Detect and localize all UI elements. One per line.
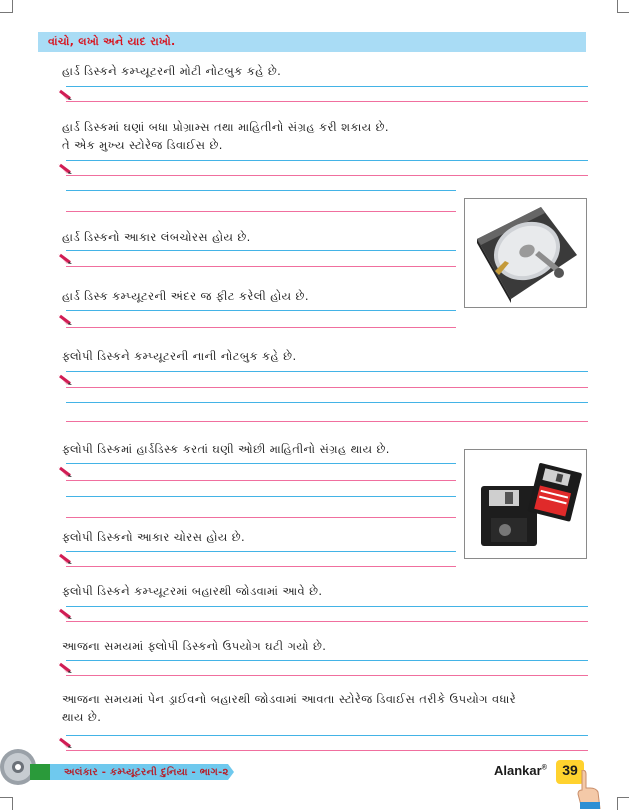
instruction-banner: [38, 32, 586, 52]
crop-mark-bottom-left: [0, 797, 13, 810]
pencil-icon: [57, 89, 73, 101]
writing-line[interactable]: [66, 463, 456, 464]
writing-line[interactable]: [66, 480, 456, 481]
writing-line[interactable]: [66, 421, 588, 422]
pencil-icon: [57, 314, 73, 326]
statement-9: આજના સમયમાં ફ્લોપી ડિસ્કનો ઉપયોગ ઘટી ગયો છે.: [62, 639, 327, 653]
writing-line[interactable]: [66, 402, 588, 403]
writing-line[interactable]: [66, 211, 456, 212]
writing-line[interactable]: [66, 160, 588, 161]
writing-line[interactable]: [66, 675, 588, 676]
pencil-icon: [57, 608, 73, 620]
writing-line[interactable]: [66, 517, 456, 518]
writing-line[interactable]: [66, 387, 588, 388]
statement-1: હાર્ડ ડિસ્કને કમ્પ્યૂટરની મોટી નોટબુક કહે છે.: [62, 64, 282, 78]
crop-mark-bottom-right: [617, 797, 629, 810]
statement-3: હાર્ડ ડિસ્કનો આકાર લંબચોરસ હોય છે.: [62, 230, 251, 244]
writing-line[interactable]: [66, 621, 588, 622]
statement-6: ફ્લોપી ડિસ્કમાં હાર્ડડિસ્ક કરતાં ઘણી ઓછી માહિતીનો સંગ્રહ થાય છે.: [62, 442, 390, 456]
crop-mark-top-right: [617, 0, 629, 13]
pencil-icon: [57, 466, 73, 478]
floppy-disk-image: [465, 450, 586, 558]
writing-line[interactable]: [66, 750, 588, 751]
pencil-icon: [57, 553, 73, 565]
floppy-disk-picture: [464, 449, 587, 559]
pencil-icon: [57, 662, 73, 674]
writing-line[interactable]: [66, 101, 588, 102]
writing-line[interactable]: [66, 371, 588, 372]
hard-disk-image: [465, 199, 586, 307]
brand-logo: Alankar®: [494, 763, 547, 778]
crop-mark-top-left: [0, 0, 13, 13]
statement-4: હાર્ડ ડિસ્ક કમ્પ્યૂટરની અંદર જ ફીટ કરેલી હોય છે.: [62, 289, 309, 303]
statement-8: ફ્લોપી ડિસ્કને કમ્પ્યૂટરમાં બહારથી જોડવામાં આવે છે.: [62, 584, 323, 598]
pencil-icon: [57, 374, 73, 386]
writing-line[interactable]: [66, 551, 456, 552]
writing-line[interactable]: [66, 175, 588, 176]
statement-2: હાર્ડ ડિસ્કમાં ઘણાં બધા પ્રોગ્રામ્સ તથા માહિતીનો સંગ્રહ કરી શકાય છે. તે એક મુખ્ય સ્ટોરેજ ડિવાઈસ છે.: [62, 120, 389, 152]
writing-line[interactable]: [66, 190, 456, 191]
page-number: 39: [562, 762, 578, 778]
writing-line[interactable]: [66, 735, 588, 736]
instruction-banner-text: વાંચો, લખો અને યાદ રાખો.: [48, 35, 176, 48]
writing-line[interactable]: [66, 327, 456, 328]
pencil-icon: [57, 163, 73, 175]
pencil-icon: [57, 253, 73, 265]
writing-line[interactable]: [66, 250, 456, 251]
hard-disk-picture: [464, 198, 587, 308]
writing-line[interactable]: [66, 566, 456, 567]
pointing-hand-icon: [576, 770, 602, 809]
pencil-icon: [57, 737, 73, 749]
writing-line[interactable]: [66, 606, 588, 607]
writing-line[interactable]: [66, 496, 456, 497]
statement-10: આજના સમયમાં પેન ડ્રાઈવનો બહારથી જોડવામાં આવતા સ્ટોરેજ ડિવાઈસ તરીકે ઉપયોગ વધારે થાય છે.: [62, 692, 517, 724]
statement-7: ફ્લોપી ડિસ્કનો આકાર ચોરસ હોય છે.: [62, 530, 246, 544]
writing-line[interactable]: [66, 310, 456, 311]
footer-series-title: અલંકાર - કમ્પ્યૂટરની દુનિયા - ભાગ-૨: [64, 767, 229, 778]
statement-5: ફ્લોપી ડિસ્કને કમ્પ્યૂટરની નાની નોટબુક કહે છે.: [62, 349, 297, 363]
writing-line[interactable]: [66, 266, 456, 267]
writing-line[interactable]: [66, 86, 588, 87]
writing-line[interactable]: [66, 660, 588, 661]
